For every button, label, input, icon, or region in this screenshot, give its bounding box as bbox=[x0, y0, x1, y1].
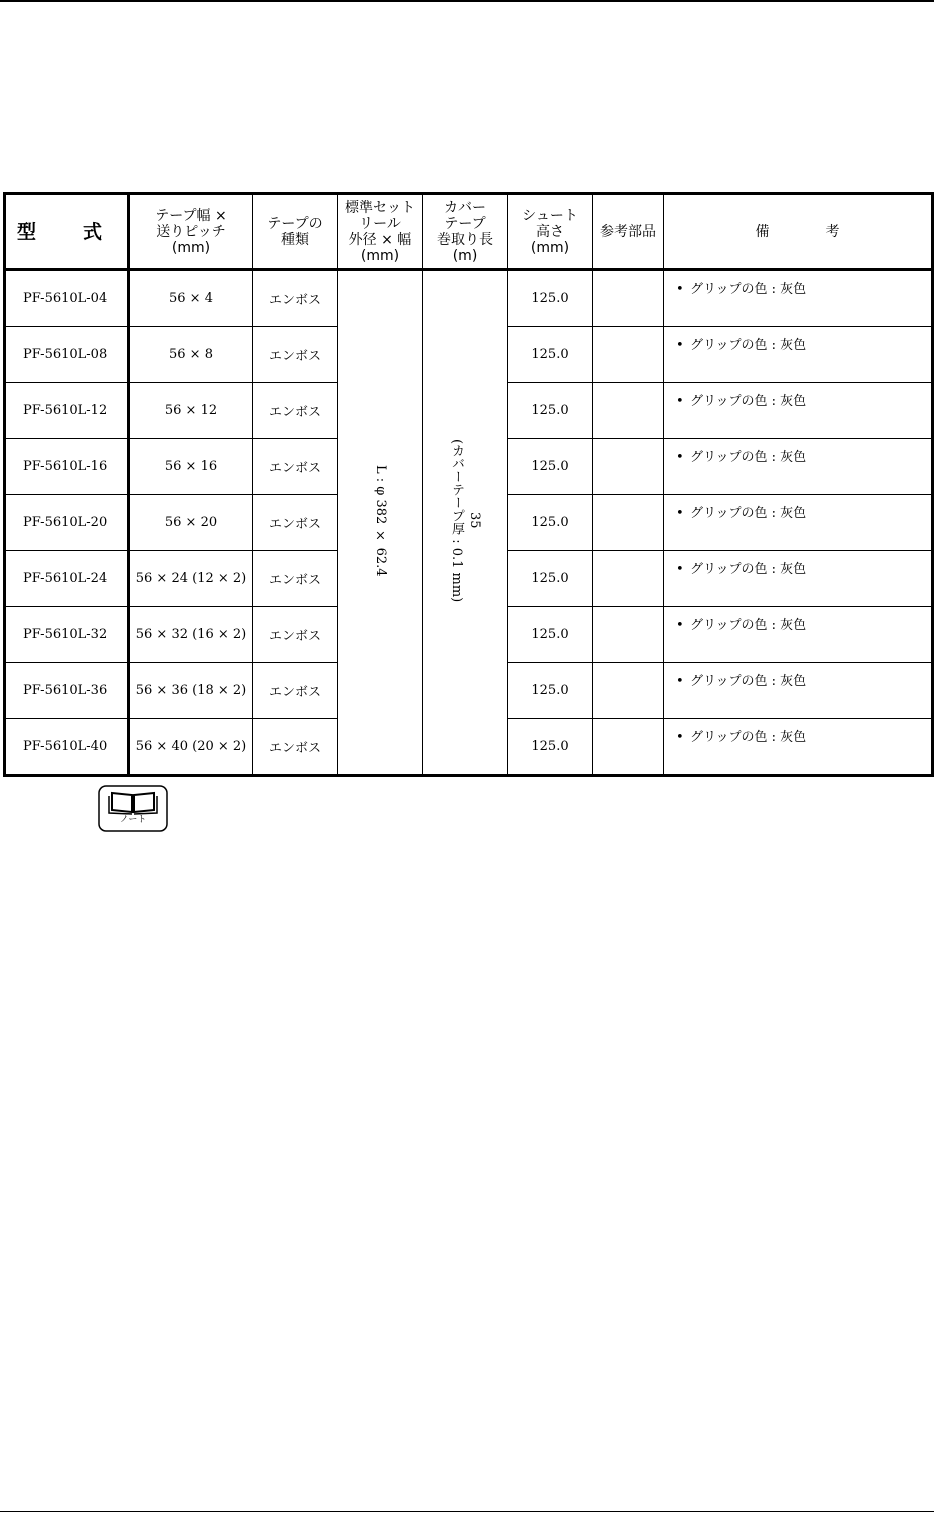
header-cover-line: 巻取り長 bbox=[437, 231, 493, 248]
header-tape-type-line: テープの bbox=[267, 215, 323, 232]
cell-chute: 125.0 bbox=[508, 607, 593, 663]
cell-model: PF-5610L-32 bbox=[5, 607, 129, 663]
cell-type: エンボス bbox=[253, 663, 338, 719]
cell-model: PF-5610L-04 bbox=[5, 270, 129, 327]
table-header-row bbox=[5, 194, 933, 270]
cell-model: PF-5610L-36 bbox=[5, 663, 129, 719]
bullet-icon: • bbox=[676, 338, 684, 353]
cell-tape: 56 × 8 bbox=[129, 327, 253, 383]
cell-ref bbox=[593, 383, 664, 439]
cell-ref bbox=[593, 719, 664, 776]
header-cover-line: カバー bbox=[444, 199, 486, 216]
cell-model: PF-5610L-20 bbox=[5, 495, 129, 551]
cell-model: PF-5610L-40 bbox=[5, 719, 129, 776]
bullet-icon: • bbox=[676, 282, 684, 297]
bullet-icon: • bbox=[676, 618, 684, 633]
remark-text: グリップの色 : 灰色 bbox=[690, 674, 807, 689]
header-tape-type-line: 種類 bbox=[281, 231, 309, 248]
spec-table bbox=[3, 192, 934, 777]
bullet-icon: • bbox=[676, 506, 684, 521]
cell-tape: 56 × 12 bbox=[129, 383, 253, 439]
cell-chute: 125.0 bbox=[508, 383, 593, 439]
header-reel bbox=[338, 194, 423, 270]
cell-chute: 125.0 bbox=[508, 327, 593, 383]
cell-model: PF-5610L-16 bbox=[5, 439, 129, 495]
footer-rule bbox=[0, 1511, 934, 1512]
note-icon bbox=[98, 785, 168, 832]
header-tape-width-line: テープ幅 × bbox=[155, 207, 227, 224]
cell-model: PF-5610L-08 bbox=[5, 327, 129, 383]
cell-tape: 56 × 24 (12 × 2) bbox=[129, 551, 253, 607]
cell-chute: 125.0 bbox=[508, 439, 593, 495]
cell-type: エンボス bbox=[253, 607, 338, 663]
cell-type: エンボス bbox=[253, 439, 338, 495]
table-row bbox=[5, 270, 933, 327]
cell-type: エンボス bbox=[253, 383, 338, 439]
header-reel-line: 外径 × 幅 bbox=[348, 231, 412, 248]
remark-text: グリップの色 : 灰色 bbox=[690, 506, 807, 521]
note-label: ノート bbox=[119, 815, 147, 825]
cover-note-line: (カバーテープ厚 : 0.1 mm) bbox=[449, 438, 464, 603]
cell-cover-merged bbox=[423, 270, 508, 776]
header-ref-parts: 参考部品 bbox=[593, 194, 664, 270]
cell-model: PF-5610L-24 bbox=[5, 551, 129, 607]
cell-ref bbox=[593, 551, 664, 607]
cell-type: エンボス bbox=[253, 719, 338, 776]
remark-text: グリップの色 : 灰色 bbox=[690, 338, 807, 353]
cell-ref bbox=[593, 439, 664, 495]
cell-ref bbox=[593, 607, 664, 663]
header-tape-width-line: 送りピッチ bbox=[156, 223, 226, 240]
cell-tape: 56 × 32 (16 × 2) bbox=[129, 607, 253, 663]
cell-remark bbox=[664, 270, 933, 327]
header-reel-line: リール bbox=[359, 215, 401, 232]
bullet-icon: • bbox=[676, 730, 684, 745]
reel-value-line: L : φ 382 × 62.4 bbox=[373, 464, 388, 577]
reel-value bbox=[371, 465, 389, 577]
cell-type: エンボス bbox=[253, 495, 338, 551]
cell-chute: 125.0 bbox=[508, 270, 593, 327]
cell-type: エンボス bbox=[253, 327, 338, 383]
cell-tape: 56 × 36 (18 × 2) bbox=[129, 663, 253, 719]
cell-remark bbox=[664, 439, 933, 495]
header-tape-width bbox=[129, 194, 253, 270]
bullet-icon: • bbox=[676, 450, 684, 465]
header-model: 型 式 bbox=[5, 194, 129, 270]
cell-chute: 125.0 bbox=[508, 663, 593, 719]
remark-text: グリップの色 : 灰色 bbox=[690, 730, 807, 745]
cell-remark bbox=[664, 551, 933, 607]
cell-tape: 56 × 20 bbox=[129, 495, 253, 551]
cell-remark bbox=[664, 383, 933, 439]
cell-remark bbox=[664, 495, 933, 551]
header-chute-line: 高さ bbox=[536, 223, 564, 240]
cell-reel-merged bbox=[338, 270, 423, 776]
cell-remark bbox=[664, 327, 933, 383]
header-rule bbox=[0, 0, 934, 2]
cell-remark bbox=[664, 607, 933, 663]
cell-type: エンボス bbox=[253, 551, 338, 607]
header-chute-height bbox=[508, 194, 593, 270]
cell-remark bbox=[664, 719, 933, 776]
cell-tape: 56 × 4 bbox=[129, 270, 253, 327]
header-remarks: 備 考 bbox=[664, 194, 933, 270]
header-reel-line: (mm) bbox=[360, 247, 400, 264]
cell-tape: 56 × 16 bbox=[129, 439, 253, 495]
bullet-icon: • bbox=[676, 674, 684, 689]
cell-remark bbox=[664, 663, 933, 719]
cell-chute: 125.0 bbox=[508, 495, 593, 551]
cell-tape: 56 × 40 (20 × 2) bbox=[129, 719, 253, 776]
cell-ref bbox=[593, 495, 664, 551]
cell-ref bbox=[593, 270, 664, 327]
header-cover-line: (m) bbox=[452, 247, 478, 264]
cell-type: エンボス bbox=[253, 270, 338, 327]
header-tape-type bbox=[253, 194, 338, 270]
header-chute-line: シュート bbox=[522, 207, 578, 224]
cell-ref bbox=[593, 327, 664, 383]
remark-text: グリップの色 : 灰色 bbox=[690, 282, 807, 297]
cover-value bbox=[447, 439, 483, 602]
cell-model: PF-5610L-12 bbox=[5, 383, 129, 439]
header-chute-line: (mm) bbox=[530, 239, 570, 256]
cell-chute: 125.0 bbox=[508, 551, 593, 607]
header-reel-line: 標準セット bbox=[345, 199, 415, 216]
bullet-icon: • bbox=[676, 394, 684, 409]
header-cover-tape bbox=[423, 194, 508, 270]
remark-text: グリップの色 : 灰色 bbox=[690, 562, 807, 577]
bullet-icon: • bbox=[676, 562, 684, 577]
remark-text: グリップの色 : 灰色 bbox=[690, 450, 807, 465]
cell-ref bbox=[593, 663, 664, 719]
cell-chute: 125.0 bbox=[508, 719, 593, 776]
remark-text: グリップの色 : 灰色 bbox=[690, 618, 807, 633]
header-tape-width-line: (mm) bbox=[171, 239, 211, 256]
remark-text: グリップの色 : 灰色 bbox=[690, 394, 807, 409]
cover-value-line: 35 bbox=[467, 512, 482, 529]
header-cover-line: テープ bbox=[444, 215, 486, 232]
